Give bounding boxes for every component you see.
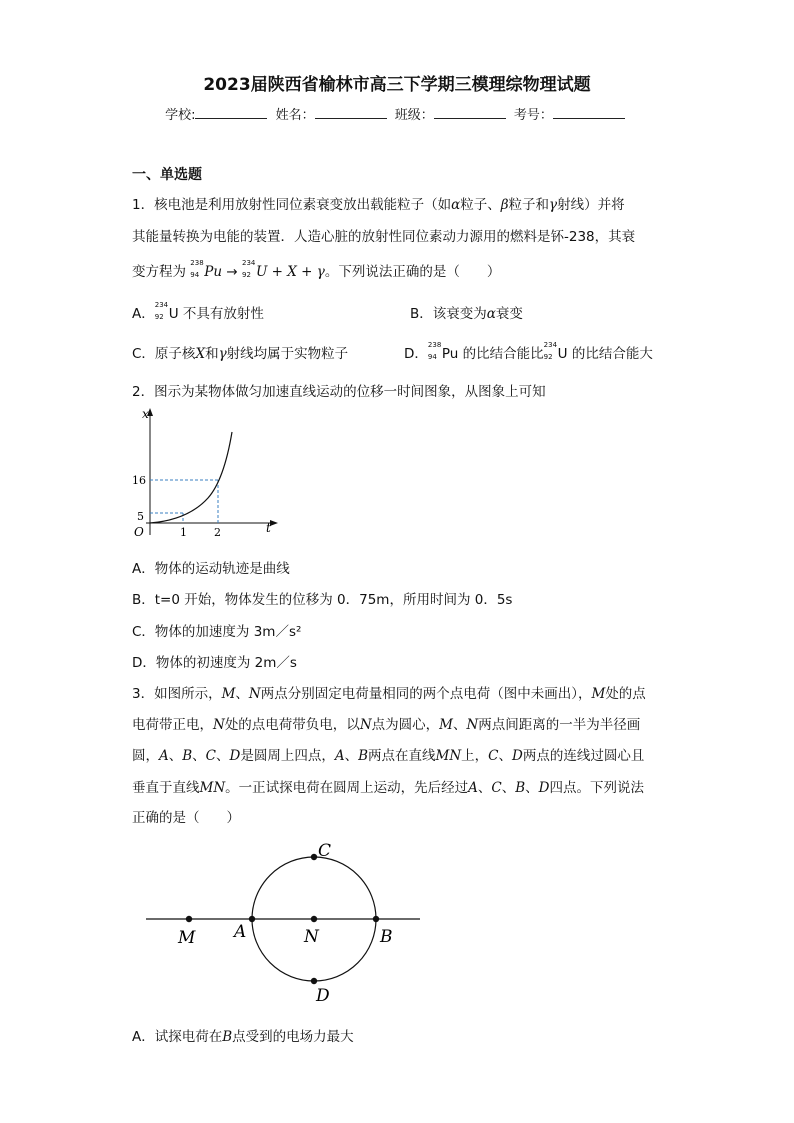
q3-text: 两点的连线过圆心且 bbox=[522, 748, 645, 764]
label-m: M bbox=[178, 928, 196, 948]
pu-atomic-number: 94 bbox=[190, 271, 200, 279]
student-info-row bbox=[0, 104, 794, 123]
q1-line-3 bbox=[132, 260, 500, 280]
q2-option-c[interactable]: C．物体的加速度为 3m／s² bbox=[132, 624, 302, 640]
q3-text: 、 bbox=[344, 748, 359, 764]
q3-circle-diagram bbox=[140, 838, 430, 1008]
q3-text: 垂直于直线 bbox=[132, 780, 200, 796]
pu-nuclide bbox=[190, 259, 204, 279]
q3-line-4 bbox=[132, 776, 644, 796]
option-text: A．试探电荷在 bbox=[132, 1029, 223, 1045]
class-blank[interactable] bbox=[434, 106, 506, 119]
q3-text: 、 bbox=[477, 780, 492, 796]
point-b bbox=[373, 916, 379, 922]
pu-atomic-number: 94 bbox=[427, 353, 437, 361]
u-atomic-number: 92 bbox=[154, 313, 164, 321]
alpha-symbol: α bbox=[451, 197, 461, 213]
school-label: 学校: bbox=[165, 108, 196, 123]
u-nuclide bbox=[543, 341, 558, 361]
option-text: 和 bbox=[205, 346, 219, 362]
origin-label: O bbox=[134, 525, 144, 539]
pu-mass-number: 238 bbox=[427, 341, 442, 349]
q1-text: 。下列说法正确的是（ ） bbox=[324, 264, 501, 280]
page-title: 2023届陕西省榆林市高三下学期三模理综物理试题 bbox=[203, 75, 591, 95]
option-text: C．原子核 bbox=[132, 346, 196, 362]
q3-text: 、 bbox=[168, 748, 183, 764]
d-symbol: D bbox=[538, 780, 550, 796]
equation-tail: + X + γ bbox=[271, 264, 325, 280]
option-text: 点受到的电场力最大 bbox=[232, 1029, 354, 1045]
q1-option-c[interactable] bbox=[132, 342, 348, 362]
q3-text: 、 bbox=[235, 686, 249, 702]
q2-option-a[interactable]: A．物体的运动轨迹是曲线 bbox=[132, 561, 290, 577]
label-n: N bbox=[304, 927, 319, 947]
m-symbol: M bbox=[591, 686, 606, 702]
u-mass-number: 234 bbox=[154, 301, 169, 309]
number-blank[interactable] bbox=[553, 106, 625, 119]
c-symbol: C bbox=[205, 748, 217, 764]
y-tick-5: 5 bbox=[137, 510, 144, 523]
x-tick-1: 1 bbox=[180, 526, 187, 539]
q2-xt-graph bbox=[128, 402, 288, 542]
u-mass-number: 234 bbox=[543, 341, 558, 349]
pu-symbol: Pu bbox=[204, 264, 223, 280]
point-m bbox=[186, 916, 192, 922]
beta-symbol: β bbox=[500, 197, 509, 213]
u-symbol: U bbox=[255, 264, 268, 280]
option-text: 衰变 bbox=[495, 306, 523, 322]
q1-option-b[interactable] bbox=[410, 302, 523, 322]
u-nuclide bbox=[241, 259, 256, 279]
alpha-symbol: α bbox=[486, 306, 496, 322]
xt-curve bbox=[150, 432, 232, 523]
c-symbol: C bbox=[488, 748, 499, 764]
q3-line-2 bbox=[132, 713, 640, 733]
point-a bbox=[249, 916, 255, 922]
m-symbol: M bbox=[439, 717, 453, 733]
label-a: A bbox=[234, 922, 247, 942]
q1-line-2: 其能量转换为电能的装置．人造心脏的放射性同位素动力源用的燃料是钚-238，其衰 bbox=[132, 229, 636, 245]
n-symbol: N bbox=[466, 717, 479, 733]
q2-option-b[interactable]: B．t=0 开始，物体发生的位移为 0．75m，所用时间为 0．5s bbox=[132, 592, 513, 608]
x-axis-arrow-icon bbox=[270, 520, 278, 526]
q3-text: 圆， bbox=[132, 748, 159, 764]
q3-line-3 bbox=[132, 744, 644, 764]
q2-option-d[interactable]: D．物体的初速度为 2m／s bbox=[132, 655, 297, 671]
d-symbol: D bbox=[229, 748, 241, 764]
option-text: 射线均属于实物粒子 bbox=[226, 346, 349, 362]
class-label: 班级： bbox=[394, 108, 434, 123]
q3-text: 。一正试探电荷在圆周上运动，先后经过 bbox=[225, 780, 469, 796]
u-mass-number: 234 bbox=[241, 259, 256, 267]
number-label: 考号： bbox=[513, 108, 553, 123]
b-symbol: B bbox=[182, 748, 193, 764]
point-d bbox=[311, 978, 317, 984]
y-axis-label: x bbox=[142, 407, 149, 421]
q3-text: 处的点电荷带负电，以 bbox=[224, 717, 360, 733]
mn-symbol: MN bbox=[199, 780, 226, 796]
q3-text: 、 bbox=[525, 780, 539, 796]
q1-text: 射线）并将 bbox=[557, 197, 625, 213]
q3-text: 、 bbox=[501, 780, 516, 796]
option-text: U 的比结合能大 bbox=[557, 346, 653, 362]
option-text: Pu 的比结合能比 bbox=[441, 346, 544, 362]
point-c bbox=[311, 854, 317, 860]
option-letter: D． bbox=[404, 346, 428, 362]
a-symbol: A bbox=[159, 748, 169, 764]
q2-stem: 2．图示为某物体做匀加速直线运动的位移一时间图象，从图象上可知 bbox=[132, 384, 546, 400]
c-symbol: C bbox=[491, 780, 502, 796]
q1-text: 粒子、 bbox=[460, 197, 501, 213]
x-tick-2: 2 bbox=[214, 526, 221, 539]
q3-option-a[interactable] bbox=[132, 1025, 354, 1045]
option-letter: A． bbox=[132, 306, 155, 322]
q3-text: 、 bbox=[452, 717, 467, 733]
label-c: C bbox=[318, 841, 332, 861]
q1-option-a[interactable] bbox=[132, 302, 264, 322]
q3-text: 上， bbox=[461, 748, 489, 764]
option-text: B．该衰变为 bbox=[410, 306, 487, 322]
d-symbol: D bbox=[512, 748, 523, 764]
q3-line-5: 正确的是（ ） bbox=[132, 810, 240, 826]
pu-nuclide bbox=[427, 341, 442, 361]
q3-text: 、 bbox=[216, 748, 230, 764]
option-text: U 不具有放射性 bbox=[168, 306, 264, 322]
q3-text: 两点在直线 bbox=[368, 748, 436, 764]
label-b: B bbox=[380, 927, 393, 947]
q3-text: 四点。下列说法 bbox=[549, 780, 644, 796]
mn-symbol: MN bbox=[435, 748, 462, 764]
a-symbol: A bbox=[334, 748, 345, 764]
m-symbol: M bbox=[221, 686, 236, 702]
q1-option-d[interactable] bbox=[404, 342, 653, 362]
q3-text: 、 bbox=[498, 748, 512, 764]
q3-text: 电荷带正电， bbox=[132, 717, 213, 733]
q1-text: 变方程为 bbox=[132, 264, 186, 280]
q3-text: 处的点 bbox=[605, 686, 646, 702]
b-symbol: B bbox=[515, 780, 526, 796]
gamma-symbol: γ bbox=[549, 197, 558, 213]
point-n bbox=[311, 916, 317, 922]
x-symbol: X bbox=[195, 346, 206, 362]
q3-text: 点为圆心， bbox=[371, 717, 440, 733]
label-d: D bbox=[316, 986, 330, 1006]
q1-text: 粒子和 bbox=[508, 197, 550, 213]
q1-line-1 bbox=[132, 193, 625, 213]
x-axis-label: t bbox=[266, 521, 271, 535]
pu-mass-number: 238 bbox=[190, 259, 204, 267]
name-blank[interactable] bbox=[315, 106, 387, 119]
section-heading: 一、单选题 bbox=[132, 167, 202, 183]
q3-text: 3．如图所示， bbox=[132, 686, 222, 702]
b-symbol: B bbox=[222, 1029, 233, 1045]
u-atomic-number: 92 bbox=[241, 271, 251, 279]
q3-text: 、 bbox=[192, 748, 206, 764]
school-blank[interactable] bbox=[195, 106, 267, 119]
arrow-icon: → bbox=[226, 264, 238, 280]
b-symbol: B bbox=[358, 748, 369, 764]
gamma-symbol: γ bbox=[218, 346, 227, 362]
q3-text: 是圆周上四点， bbox=[240, 748, 335, 764]
q1-text: 1．核电池是利用放射性同位素衰变放出载能粒子（如 bbox=[132, 197, 452, 213]
y-tick-16: 16 bbox=[132, 474, 146, 487]
u-nuclide bbox=[154, 301, 169, 321]
n-symbol: N bbox=[248, 686, 261, 702]
q3-line-1 bbox=[132, 682, 646, 702]
name-label: 姓名： bbox=[275, 108, 315, 123]
q3-text: 两点间距离的一半为半径画 bbox=[478, 717, 641, 733]
u-atomic-number: 92 bbox=[543, 353, 553, 361]
a-symbol: A bbox=[468, 780, 478, 796]
q3-text: 两点分别固定电荷量相同的两个点电荷（图中未画出）， bbox=[260, 686, 592, 702]
n-symbol: N bbox=[213, 717, 225, 733]
n-symbol: N bbox=[359, 717, 372, 733]
